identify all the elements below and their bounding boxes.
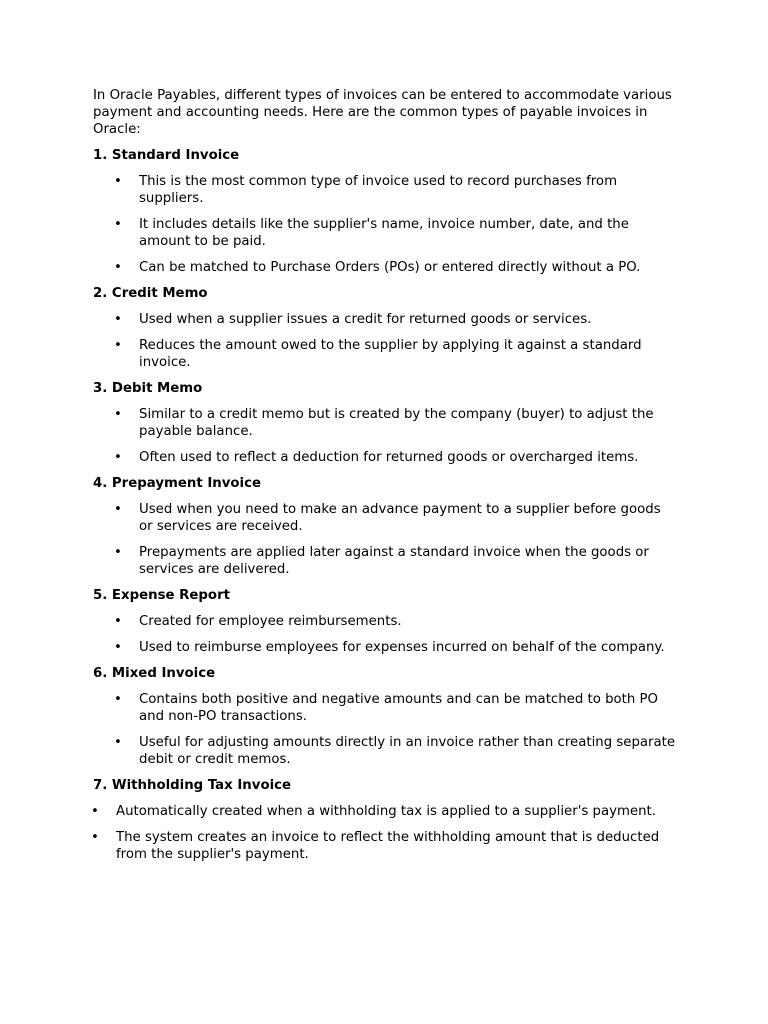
bullet-list [93, 613, 678, 656]
section-credit-memo [93, 285, 678, 371]
list-item: • Created for employee reimbursements. [93, 613, 678, 630]
list-item: • Used when a supplier issues a credit for returned goods or services. [93, 311, 678, 328]
section-debit-memo [93, 380, 678, 466]
section-prepayment-invoice [93, 475, 678, 578]
list-item: • Used to reimburse employees for expenses incurred on behalf of the company. [93, 639, 678, 656]
bullet-list [93, 173, 678, 276]
section-withholding-tax-invoice [93, 777, 678, 863]
list-item: • Automatically created when a withholding tax is applied to a supplier's payment. [93, 803, 678, 820]
section-heading: 2. Credit Memo [93, 286, 208, 301]
bullet-list [93, 691, 678, 768]
list-item: • Can be matched to Purchase Orders (POs) or entered directly without a PO. [93, 259, 678, 276]
list-item: • Similar to a credit memo but is created by the company (buyer) to adjust the payable balance. [93, 406, 678, 440]
bullet-list [93, 406, 678, 466]
bullet-list [93, 311, 678, 371]
list-item: • It includes details like the supplier's name, invoice number, date, and the amount to be paid. [93, 216, 678, 250]
list-item: • The system creates an invoice to reflect the withholding amount that is deducted from the supplier's payment. [93, 829, 678, 863]
section-heading: 6. Mixed Invoice [93, 666, 216, 681]
list-item: • Reduces the amount owed to the supplier by applying it against a standard invoice. [93, 337, 678, 371]
bullet-list [93, 803, 678, 863]
section-heading: 1. Standard Invoice [93, 148, 240, 163]
list-item: • This is the most common type of invoice used to record purchases from suppliers. [93, 173, 678, 207]
list-item: • Used when you need to make an advance payment to a supplier before goods or services are received. [93, 501, 678, 535]
list-item: • Prepayments are applied later against a standard invoice when the goods or services are delivered. [93, 544, 678, 578]
section-mixed-invoice [93, 665, 678, 768]
intro-paragraph: In Oracle Payables, different types of invoices can be entered to accommodate various payment and accounting needs. Here are the common types of payable invoices in Oracle: [93, 88, 672, 137]
list-item: • Often used to reflect a deduction for returned goods or overcharged items. [93, 449, 678, 466]
section-heading: 7. Withholding Tax Invoice [93, 778, 292, 793]
section-standard-invoice [93, 147, 678, 276]
list-item: • Useful for adjusting amounts directly in an invoice rather than creating separate debit or credit memos. [93, 734, 678, 768]
section-heading: 4. Prepayment Invoice [93, 476, 262, 491]
list-item: • Contains both positive and negative amounts and can be matched to both PO and non-PO transactions. [93, 691, 678, 725]
document-page [93, 87, 678, 872]
section-heading: 5. Expense Report [93, 588, 230, 603]
section-expense-report [93, 587, 678, 656]
section-heading: 3. Debit Memo [93, 381, 203, 396]
bullet-list [93, 501, 678, 578]
